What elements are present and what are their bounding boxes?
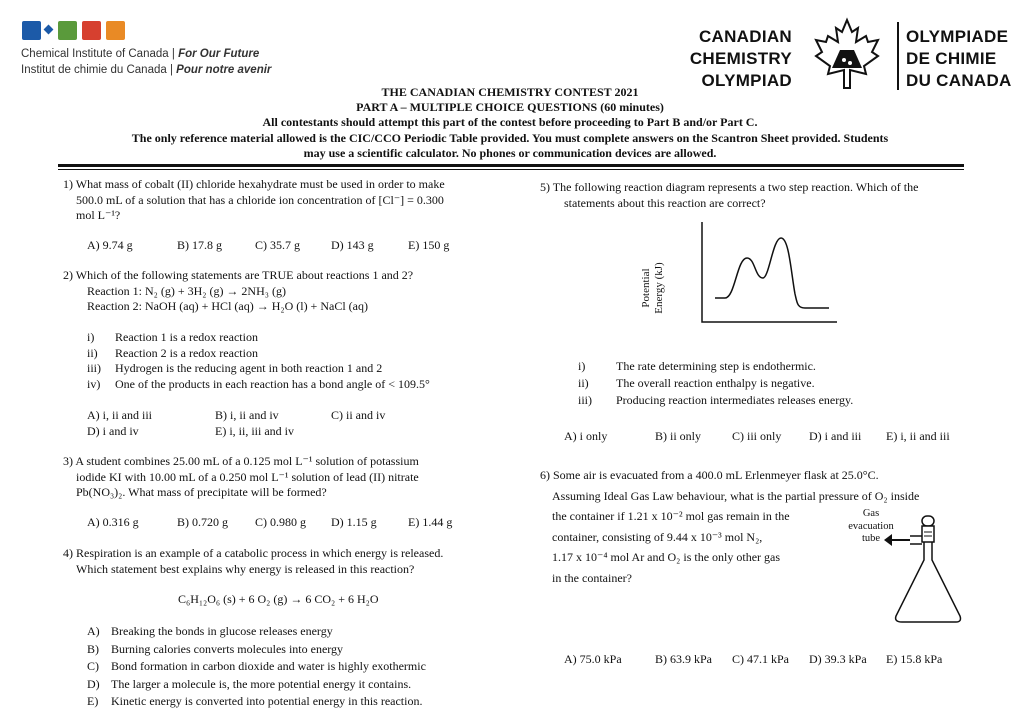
cic-logo-icon — [22, 21, 41, 40]
glucose-equation: C₆H₁₂O₆ (s) + 6 O₂ (g) → 6 CO₂ + 6 H₂O — [178, 592, 379, 606]
option-e[interactable]: E) i, ii, iii and iv — [215, 424, 294, 438]
statement-item: iii) Producing reaction intermediates releases energy. — [578, 393, 854, 407]
header-rule-thin — [58, 169, 964, 170]
option-d[interactable]: D) The larger a molecule is, the more potential energy it contains. — [87, 676, 412, 691]
option-b[interactable]: B) Burning calories converts molecules into energy — [87, 641, 344, 656]
option-c[interactable]: C) iii only — [732, 429, 782, 443]
option-d[interactable]: D) 39.3 kPa — [809, 652, 867, 666]
question-2: 2) Which of the following statements are TRUE about reactions 1 and 2? Reaction 1: N₂ (g) + 3H₂ (g) → 2NH₃ (g) Reaction 2: NaOH (aq) + HCl (aq) → H₂O (l) + NaCl (aq) — [63, 268, 414, 313]
option-a[interactable]: A) 9.74 g — [87, 238, 133, 252]
cic-name-fr: Institut de chimie du Canada | Pour notre avenir — [21, 64, 272, 76]
statement-item: i) Reaction 1 is a redox reaction — [87, 330, 258, 344]
question-4: 4) Respiration is an example of a catabolic process in which energy is released. Which statement best explains why energy is released in this reaction? — [63, 546, 444, 576]
energy-axis-label: Potential Energy (kJ) — [640, 262, 665, 314]
statement-item: iii) Hydrogen is the reducing agent in both reaction 1 and 2 — [87, 361, 383, 375]
option-a[interactable]: A) Breaking the bonds in glucose releases energy — [87, 624, 333, 638]
header-rule-thick — [58, 164, 964, 167]
option-b[interactable]: B) 63.9 kPa — [655, 652, 712, 666]
option-a[interactable]: A) i only — [564, 429, 608, 443]
question-2-options — [87, 408, 385, 423]
csbmb-logo-icon — [82, 21, 101, 40]
option-c[interactable]: C) ii and iv — [331, 408, 386, 422]
question-5: 5) The following reaction diagram represents a two step reaction. Which of the statements about this reaction are correct? — [540, 180, 919, 210]
option-d[interactable]: D) 143 g — [331, 238, 374, 252]
option-e[interactable]: E) 15.8 kPa — [886, 652, 943, 666]
question-2-options-row-2 — [87, 424, 294, 439]
maple-leaf-flask-icon — [808, 16, 886, 94]
question-5-statements — [578, 358, 978, 409]
question-6-options — [564, 652, 942, 667]
option-d[interactable]: D) i and iv — [87, 424, 139, 438]
cco-name-en: CANADIAN CHEMISTRY OLYMPIAD — [689, 27, 792, 90]
option-a[interactable]: A) i, ii and iii — [87, 408, 152, 422]
question-1-options — [87, 238, 449, 253]
option-a[interactable]: A) 0.316 g — [87, 515, 139, 529]
gas-evacuation-label: Gas evacuation tube — [848, 508, 894, 544]
option-b[interactable]: B) ii only — [655, 429, 702, 443]
csche-logo-icon — [106, 21, 125, 40]
option-c[interactable]: C) 47.1 kPa — [732, 652, 789, 666]
contest-title: THE CANADIAN CHEMISTRY CONTEST 2021 — [381, 85, 639, 99]
option-e[interactable]: E) i, ii and iii — [886, 429, 950, 443]
instructions-line-2: The only reference material allowed is the CIC/CCO Periodic Table provided. You must complete answers on the Scantron Sheet provided. Students — [131, 131, 889, 145]
brand-divider — [897, 22, 899, 90]
option-b[interactable]: B) i, ii and iv — [215, 408, 279, 422]
option-e[interactable]: E) 1.44 g — [408, 515, 453, 529]
statement-item: ii) Reaction 2 is a redox reaction — [87, 345, 258, 360]
statement-item: ii) The overall reaction enthalpy is negative. — [578, 376, 815, 390]
question-6: 6) Some air is evacuated from a 400.0 mL Erlenmeyer flask at 25.0°C. Assuming Ideal Gas Law behaviour, what is the partial pressure of O₂ inside the container if 1.21 x 10⁻² mol gas remain in the container, consisting of 9.44 x 10⁻³ mol N₂, 1.17 x 10⁻⁴ mol Ar and O₂ is the only other gas in the container? — [540, 468, 920, 585]
question-1: 1) What mass of cobalt (II) chloride hexahydrate must be used in order to make 500.0 mL of a solution that has a chloride ion concentration of [Cl⁻] = 0.300 mol L⁻¹? — [63, 177, 445, 222]
erlenmeyer-flask-icon — [880, 512, 970, 628]
option-e[interactable]: E) Kinetic energy is converted into potential energy in this reaction. — [87, 694, 423, 708]
statement-item: iv) One of the products in each reaction has a bond angle of < 109.5° — [87, 376, 430, 391]
question-4-options — [87, 623, 527, 711]
instructions-line-1: All contestants should attempt this part of the contest before proceeding to Part B and/or Part C. — [262, 115, 758, 129]
option-d[interactable]: D) 1.15 g — [331, 515, 377, 529]
instructions-line-3: may use a scientific calculator. No phones or communication devices are allowed. — [303, 146, 717, 160]
statement-item: i) The rate determining step is endothermic. — [578, 359, 816, 373]
option-c[interactable]: C) 35.7 g — [255, 238, 300, 252]
csc-logo-icon — [58, 21, 77, 40]
option-e[interactable]: E) 150 g — [408, 238, 450, 252]
option-c[interactable]: C) Bond formation in carbon dioxide and water is highly exothermic — [87, 659, 426, 673]
cic-name-en: Chemical Institute of Canada | For Our Future — [21, 48, 260, 60]
question-3-options — [87, 515, 452, 530]
question-3: 3) A student combines 25.00 mL of a 0.125 mol L⁻¹ solution of potassium iodide KI with 10.00 mL of a 0.250 mol L⁻¹ solution of lead (II) nitrate Pb(NO₃)₂. What mass of precipitate will be formed? — [63, 454, 419, 499]
option-b[interactable]: B) 0.720 g — [177, 515, 228, 529]
option-a[interactable]: A) 75.0 kPa — [564, 652, 622, 666]
question-2-statements — [87, 330, 517, 392]
question-5-options — [564, 429, 950, 444]
cco-name-fr: OLYMPIADE DE CHIMIE DU CANADA — [906, 27, 1012, 90]
option-c[interactable]: C) 0.980 g — [255, 515, 306, 529]
option-d[interactable]: D) i and iii — [809, 429, 862, 443]
part-title: PART A – MULTIPLE CHOICE QUESTIONS (60 minutes) — [356, 100, 664, 114]
diamond-icon — [44, 25, 54, 35]
option-b[interactable]: B) 17.8 g — [177, 238, 222, 252]
reaction-energy-diagram — [697, 210, 845, 328]
